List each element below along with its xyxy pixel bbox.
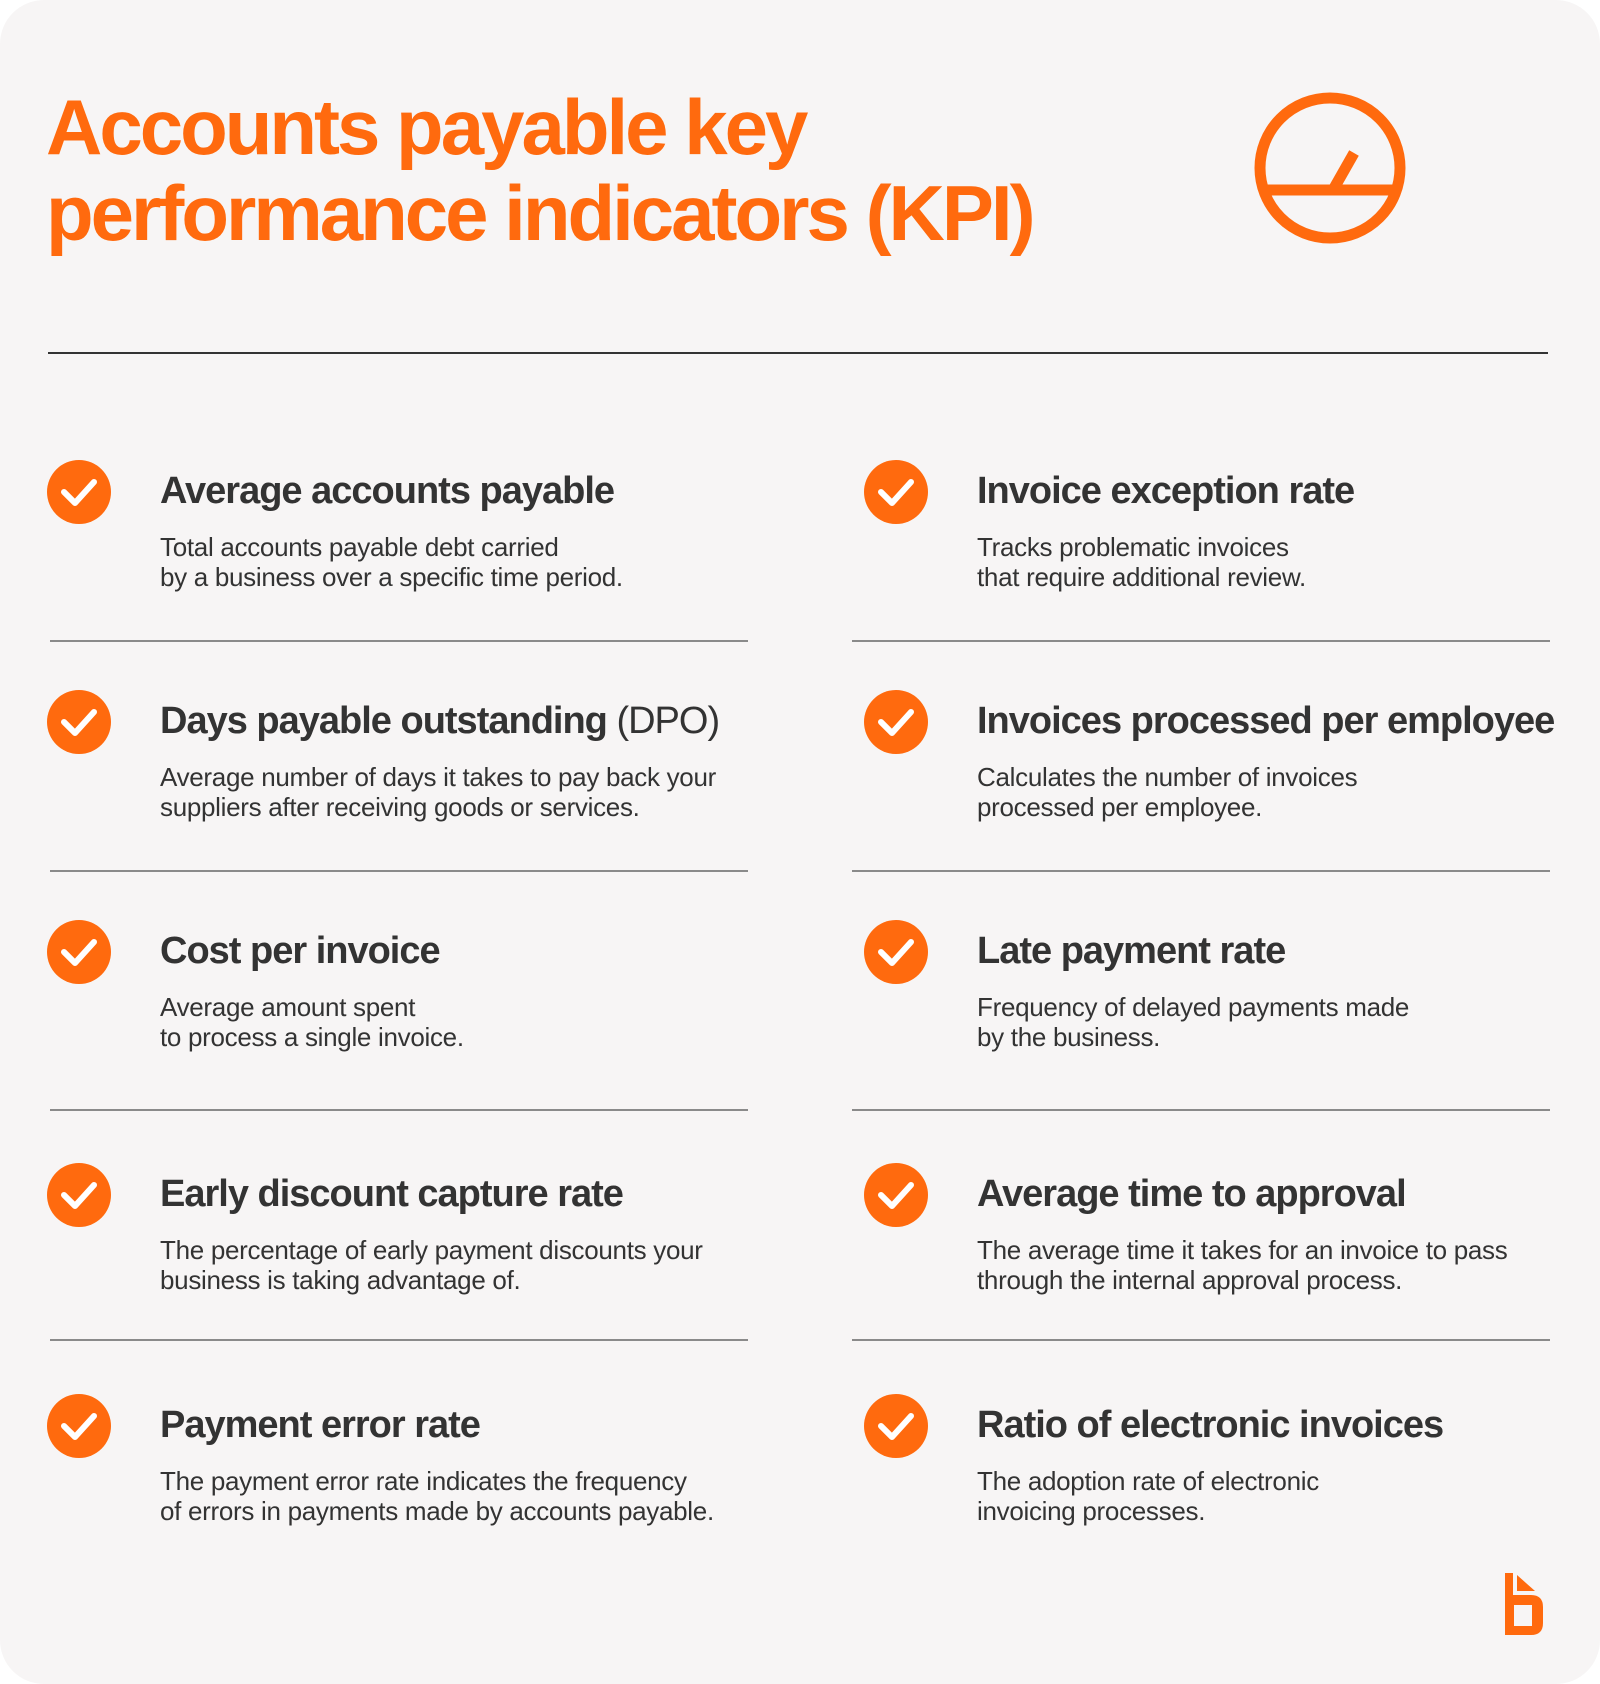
kpi-description: Average number of days it takes to pay back your suppliers after receiving goods or services. xyxy=(160,762,716,822)
kpi-heading xyxy=(160,1173,623,1216)
row-divider xyxy=(852,1339,1550,1341)
check-circle-icon xyxy=(47,1163,111,1227)
row-divider xyxy=(852,870,1550,872)
kpi-heading xyxy=(977,1404,1443,1447)
kpi-description: The adoption rate of electronic invoicing processes. xyxy=(977,1466,1319,1526)
kpi-description: Calculates the number of invoices processed per employee. xyxy=(977,762,1358,822)
kpi-heading-text: Ratio of electronic invoices xyxy=(977,1404,1444,1446)
kpi-heading xyxy=(160,930,440,973)
kpi-heading-text: Average accounts payable xyxy=(160,470,615,512)
header-divider xyxy=(48,352,1548,354)
brand-logo xyxy=(1505,1573,1543,1635)
gauge-icon xyxy=(1250,88,1410,248)
kpi-heading xyxy=(977,470,1354,513)
kpi-description: The payment error rate indicates the frequency of errors in payments made by accounts payable. xyxy=(160,1466,714,1526)
kpi-heading-text: Cost per invoice xyxy=(160,930,440,972)
kpi-description: Total accounts payable debt carried by a business over a specific time period. xyxy=(160,532,623,592)
kpi-description: Average amount spent to process a single invoice. xyxy=(160,992,464,1052)
kpi-heading xyxy=(977,930,1285,973)
kpi-heading-text: Late payment rate xyxy=(977,930,1286,972)
kpi-heading-text: Average time to approval xyxy=(977,1173,1406,1215)
kpi-description: Frequency of delayed payments made by the business. xyxy=(977,992,1410,1052)
kpi-heading xyxy=(977,700,1554,743)
kpi-heading xyxy=(160,470,614,513)
kpi-heading-text: Invoices processed per employee xyxy=(977,700,1555,742)
kpi-heading xyxy=(160,1404,480,1447)
kpi-description: The average time it takes for an invoice to pass through the internal approval process. xyxy=(977,1235,1508,1295)
check-circle-icon xyxy=(47,920,111,984)
kpi-heading xyxy=(977,1173,1406,1216)
check-circle-icon xyxy=(47,690,111,754)
kpi-heading-text: Payment error rate xyxy=(160,1404,480,1446)
row-divider xyxy=(852,640,1550,642)
page-title: Accounts payable key performance indicators (KPI) xyxy=(46,83,1033,257)
row-divider xyxy=(852,1109,1550,1111)
check-circle-icon xyxy=(864,690,928,754)
row-divider xyxy=(50,640,748,642)
check-circle-icon xyxy=(864,460,928,524)
check-circle-icon xyxy=(864,1163,928,1227)
check-circle-icon xyxy=(864,920,928,984)
row-divider xyxy=(50,1109,748,1111)
kpi-description: Tracks problematic invoices that require additional review. xyxy=(977,532,1306,592)
row-divider xyxy=(50,1339,748,1341)
check-circle-icon xyxy=(47,460,111,524)
check-circle-icon xyxy=(864,1394,928,1458)
kpi-heading-text: Days payable outstanding xyxy=(160,700,607,742)
kpi-description: The percentage of early payment discounts your business is taking advantage of. xyxy=(160,1235,703,1295)
kpi-heading-text: Early discount capture rate xyxy=(160,1173,623,1215)
check-circle-icon xyxy=(47,1394,111,1458)
kpi-heading-text: Invoice exception rate xyxy=(977,470,1355,512)
row-divider xyxy=(50,870,748,872)
kpi-heading xyxy=(160,700,719,743)
kpi-heading-suffix: (DPO) xyxy=(616,700,720,742)
